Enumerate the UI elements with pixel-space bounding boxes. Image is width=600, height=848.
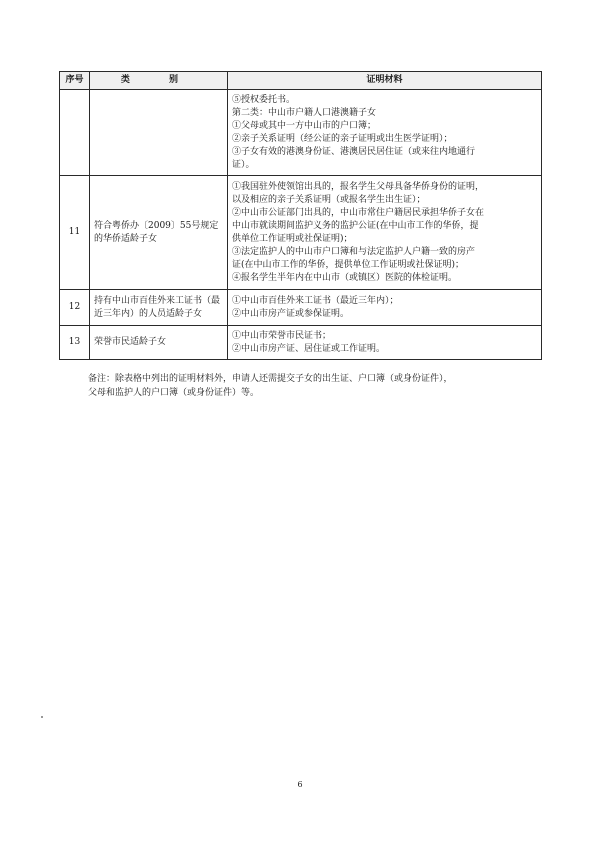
row-category: 符合粤侨办〔2009〕55号规定的华侨适龄子女 bbox=[90, 176, 228, 290]
row-materials bbox=[228, 90, 542, 176]
material-line: ①我国驻外使领馆出具的，报名学生父母具备华侨身份的证明， bbox=[232, 181, 485, 192]
footnote-line: 父母和监护人的户口簿（或身份证件）等。 bbox=[88, 388, 260, 398]
material-line: ⑤授权委托书。 bbox=[232, 94, 296, 105]
page-number: 6 bbox=[297, 780, 303, 789]
material-line: ④报名学生半年内在中山市（或镇区）医院的体检证明。 bbox=[232, 272, 458, 283]
material-line: ①中山市百佳外来工证书（最近三年内）； bbox=[232, 295, 399, 306]
material-line: ②中山市房产证或参保证明。 bbox=[232, 308, 350, 319]
material-line: ①父母或其中一方中山市的户口簿； bbox=[232, 120, 377, 131]
material-line: ②中山市公证部门出具的，中山市常住户籍居民承担华侨子女在 bbox=[232, 207, 485, 218]
row-materials bbox=[228, 326, 542, 360]
material-line: 中山市就读期间监护义务的监护公证(在中山市工作的华侨，提 bbox=[232, 220, 479, 231]
table-header-row bbox=[60, 72, 542, 90]
materials-table bbox=[59, 71, 542, 360]
table-row bbox=[60, 290, 542, 326]
material-line: ①中山市荣誉市民证书； bbox=[232, 330, 332, 341]
footnote bbox=[88, 372, 548, 400]
material-line: ③子女有效的港澳身份证、港澳居民居住证（或来往内地通行 bbox=[232, 146, 476, 157]
row-number bbox=[60, 90, 90, 176]
row-number: 11 bbox=[60, 176, 90, 290]
row-number: 12 bbox=[60, 290, 90, 326]
material-line: 以及相应的亲子关系证明（或报名学生出生证）； bbox=[232, 194, 426, 205]
material-line: 供单位工作证明或社保证明)； bbox=[232, 233, 353, 244]
header-category: 类 别 bbox=[90, 72, 228, 90]
header-materials: 证明材料 bbox=[228, 72, 542, 90]
table-row bbox=[60, 326, 542, 360]
material-line: ②中山市房产证、居住证或工作证明。 bbox=[232, 343, 386, 354]
row-category: 荣誉市民适龄子女 bbox=[90, 326, 228, 360]
material-line: 证(在中山市工作的华侨，提供单位工作证明或社保证明)； bbox=[232, 259, 465, 270]
material-line: 证）。 bbox=[232, 159, 255, 170]
material-line: ③法定监护人的中山市户口簿和与法定监护人户籍一致的房产 bbox=[232, 246, 476, 257]
table-row bbox=[60, 90, 542, 176]
header-no: 序号 bbox=[60, 72, 90, 90]
scan-speck bbox=[41, 716, 43, 718]
row-category bbox=[90, 90, 228, 176]
footnote-line: 备注：除表格中列出的证明材料外，申请人还需提交子女的出生证、户口簿（或身份证件）， bbox=[88, 374, 453, 384]
row-category: 持有中山市百佳外来工证书（最近三年内）的人员适龄子女 bbox=[90, 290, 228, 326]
row-materials bbox=[228, 290, 542, 326]
row-materials bbox=[228, 176, 542, 290]
table-row bbox=[60, 176, 542, 290]
row-number: 13 bbox=[60, 326, 90, 360]
material-line: ②亲子关系证明（经公证的亲子证明或出生医学证明）； bbox=[232, 133, 453, 144]
material-line: 第二类：中山市户籍人口港澳籍子女 bbox=[232, 107, 377, 118]
